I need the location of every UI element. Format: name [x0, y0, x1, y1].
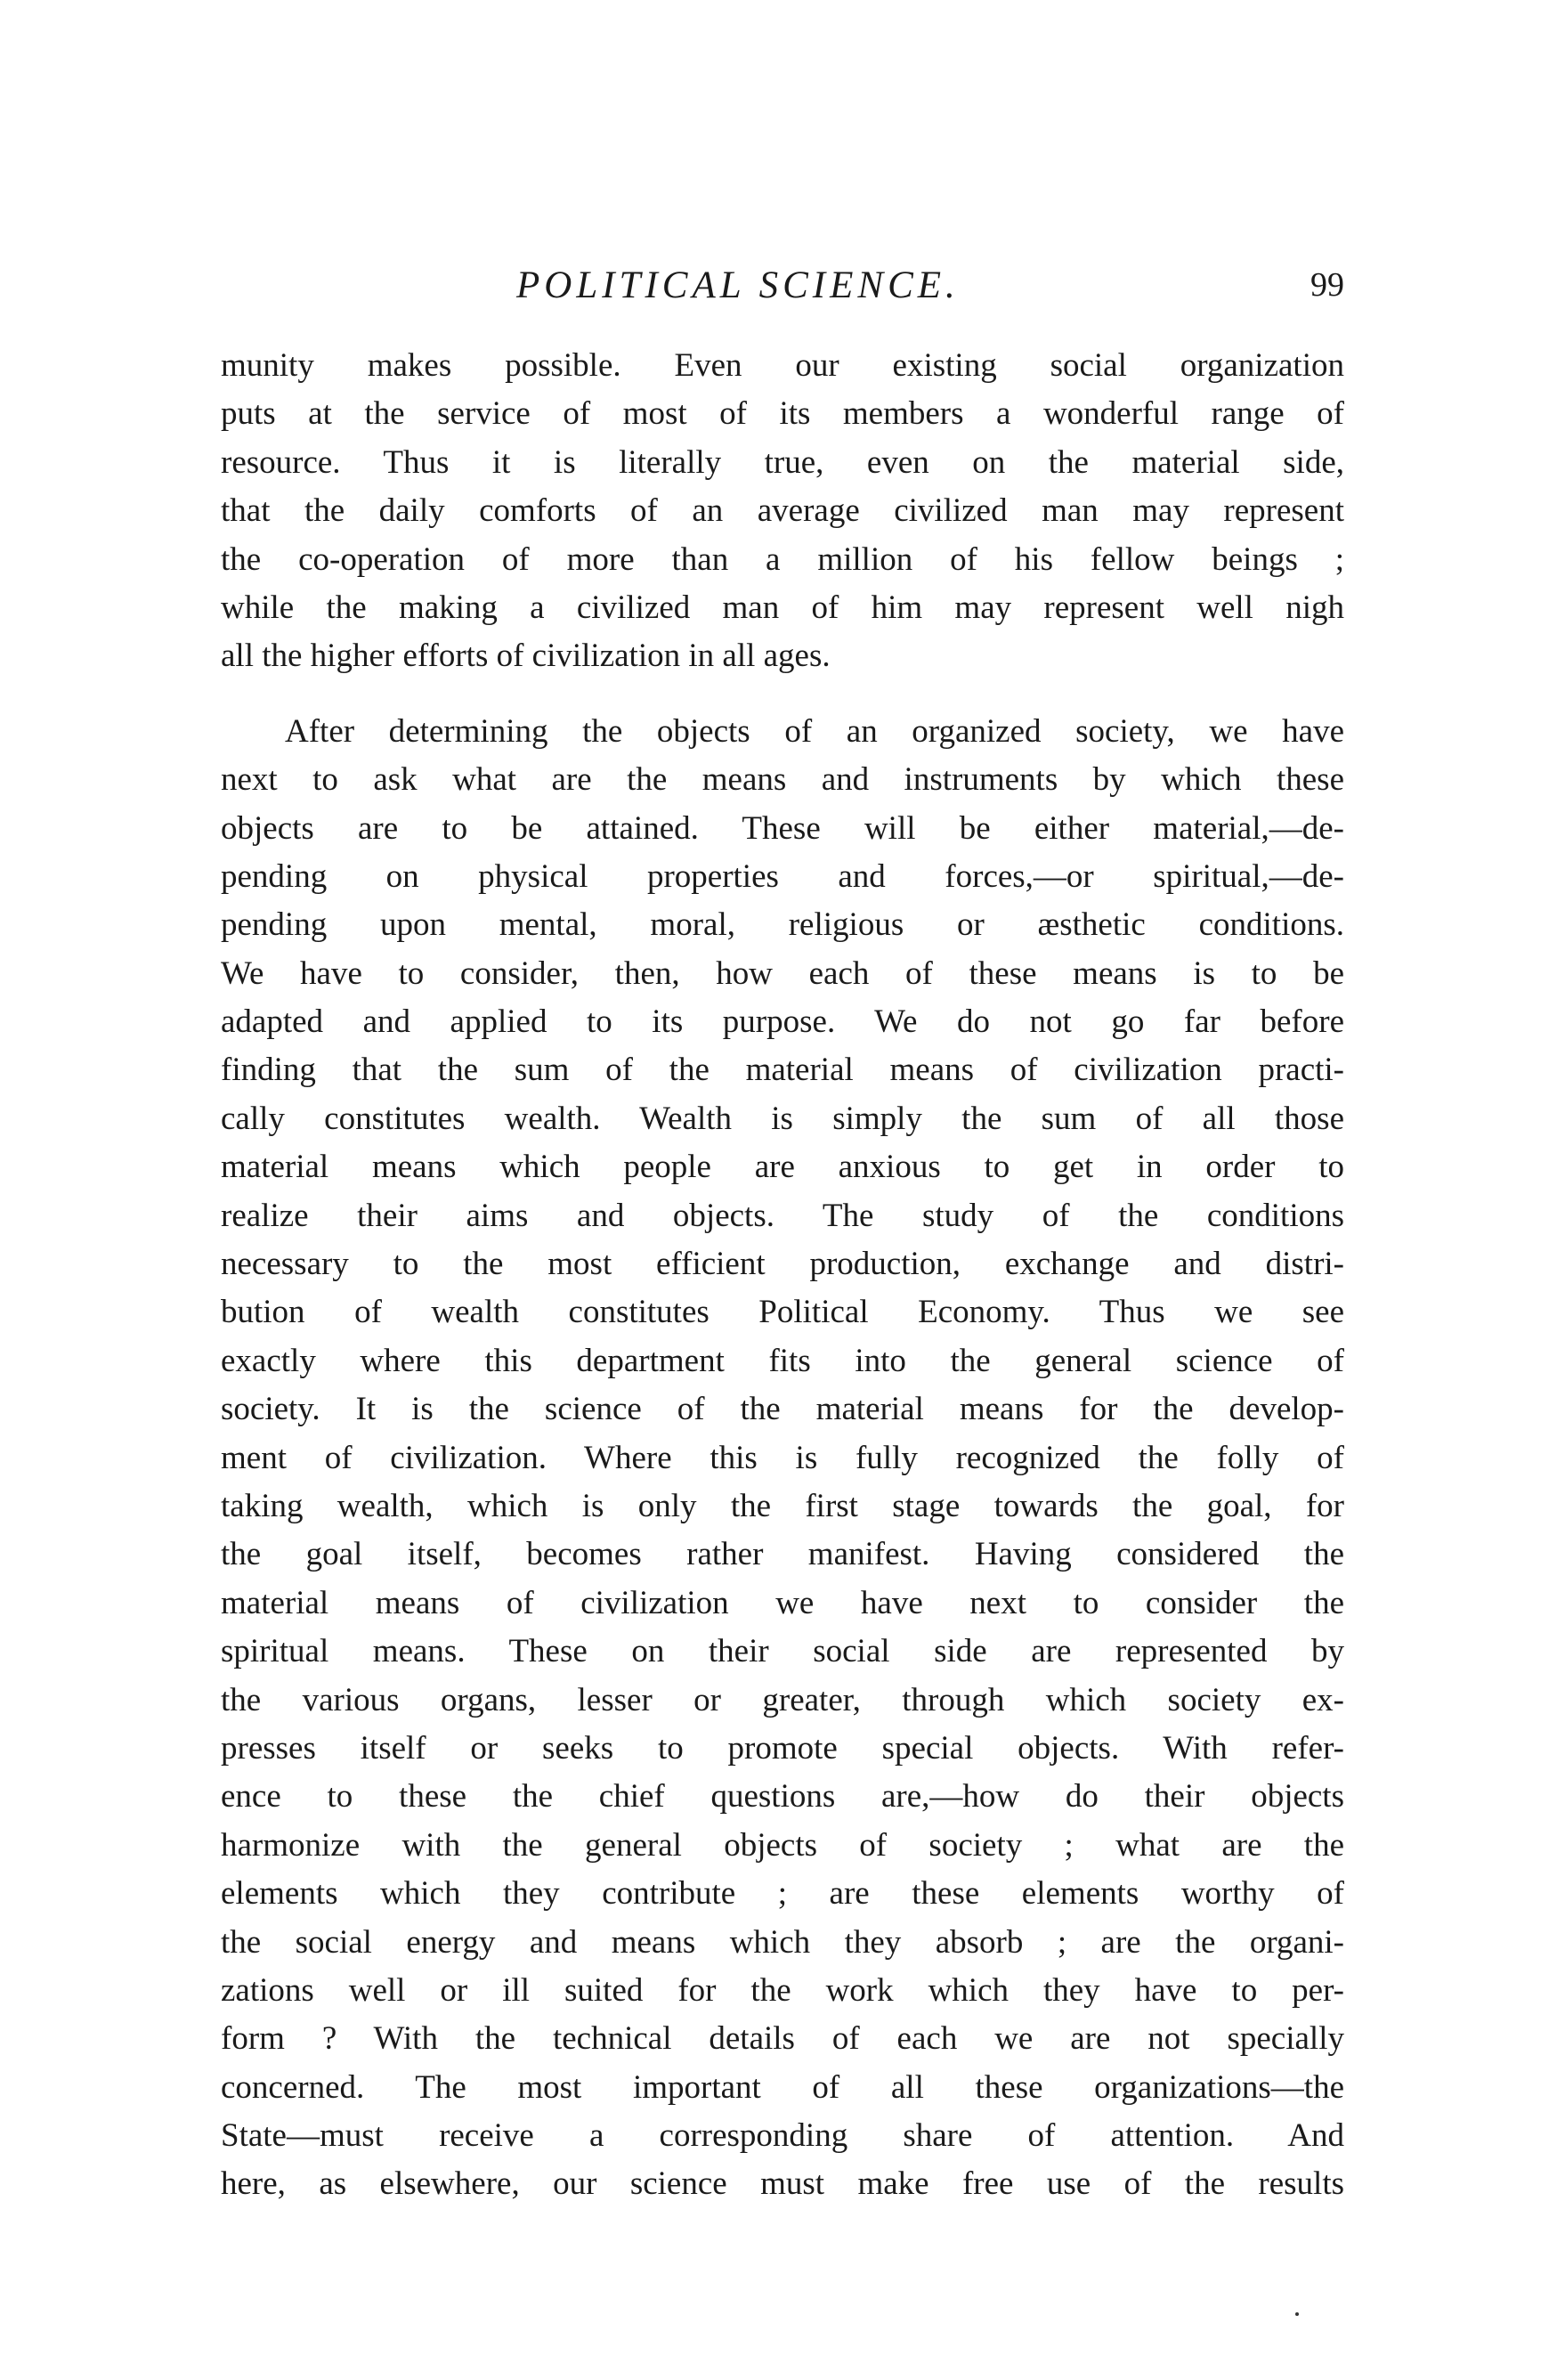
text-line: pending upon mental, moral, religious or æsthetic conditions. — [221, 906, 1344, 944]
text-line: puts at the service of most of its members a wonderful range of — [221, 395, 1344, 433]
text-line: the social energy and means which they absorb ; are the organi- — [221, 1923, 1344, 1961]
text-line: material means of civilization we have next to consider the — [221, 1584, 1344, 1621]
text-line: ment of civilization. Where this is fully recognized the folly of — [221, 1439, 1344, 1476]
text-line: objects are to be attained. These will be either material,—de- — [221, 809, 1344, 847]
text-line: pending on physical properties and forces,—or spiritual,—de- — [221, 857, 1344, 895]
text-line: next to ask what are the means and instruments by which these — [221, 761, 1344, 799]
text-line: taking wealth, which is only the first stage towards the goal, for — [221, 1487, 1344, 1524]
text-line: cally constitutes wealth. Wealth is simply the sum of all those — [221, 1100, 1344, 1137]
print-speck — [1295, 2312, 1299, 2316]
text-line: presses itself or seeks to promote special objects. With refer- — [221, 1729, 1344, 1767]
text-line: all the higher efforts of civilization in all ages. — [221, 638, 831, 675]
text-line: ence to these the chief questions are,—how do their objects — [221, 1778, 1344, 1815]
text-line: form ? With the technical details of each we are not specially — [221, 2020, 1344, 2058]
text-line: here, as elsewhere, our science must make free use of the results — [221, 2165, 1344, 2203]
text-line: harmonize with the general objects of society ; what are the — [221, 1826, 1344, 1864]
text-line: adapted and applied to its purpose. We do not go far before — [221, 1003, 1344, 1041]
body-text — [221, 342, 1344, 2209]
text-line: the goal itself, becomes rather manifest. Having considered the — [221, 1536, 1344, 1573]
paragraph-2 — [221, 708, 1344, 2209]
text-line: spiritual means. These on their social side are represented by — [221, 1633, 1344, 1670]
text-line: concerned. The most important of all these organizations—the — [221, 2068, 1344, 2106]
text-line: elements which they contribute ; are these elements worthy of — [221, 1875, 1344, 1913]
running-title: POLITICAL SCIENCE. — [516, 264, 960, 306]
text-line: zations well or ill suited for the work which they have to per- — [221, 1971, 1344, 2009]
text-line: material means which people are anxious to get in order to — [221, 1149, 1344, 1186]
text-line: realize their aims and objects. The study of the conditions — [221, 1197, 1344, 1234]
text-line: munity makes possible. Even our existing social organization — [221, 347, 1344, 384]
text-line: finding that the sum of the material means of civilization practi- — [221, 1052, 1344, 1089]
text-line: exactly where this department fits into the general science of — [221, 1342, 1344, 1379]
text-line: that the daily comforts of an average civilized man may represent — [221, 492, 1344, 530]
text-line: State—must receive a corresponding share of attention. And — [221, 2117, 1344, 2155]
text-line: the co-operation of more than a million of his fellow beings ; — [221, 540, 1344, 578]
text-line: We have to consider, then, how each of these means is to be — [221, 954, 1344, 992]
paragraph-1 — [221, 342, 1344, 681]
text-line: necessary to the most efficient production, exchange and distri- — [221, 1246, 1344, 1283]
text-line: while the making a civilized man of him may represent well nigh — [221, 589, 1344, 626]
paragraph-gap — [221, 681, 1344, 708]
text-line: After determining the objects of an organized society, we have — [285, 712, 1344, 750]
text-line: the various organs, lesser or greater, through which society ex- — [221, 1681, 1344, 1718]
running-head — [223, 264, 1344, 317]
text-line: resource. Thus it is literally true, even on the material side, — [221, 443, 1344, 481]
text-line: bution of wealth constitutes Political Economy. Thus we see — [221, 1294, 1344, 1331]
page-number: 99 — [1310, 266, 1344, 304]
text-line: society. It is the science of the material means for the develop- — [221, 1391, 1344, 1428]
